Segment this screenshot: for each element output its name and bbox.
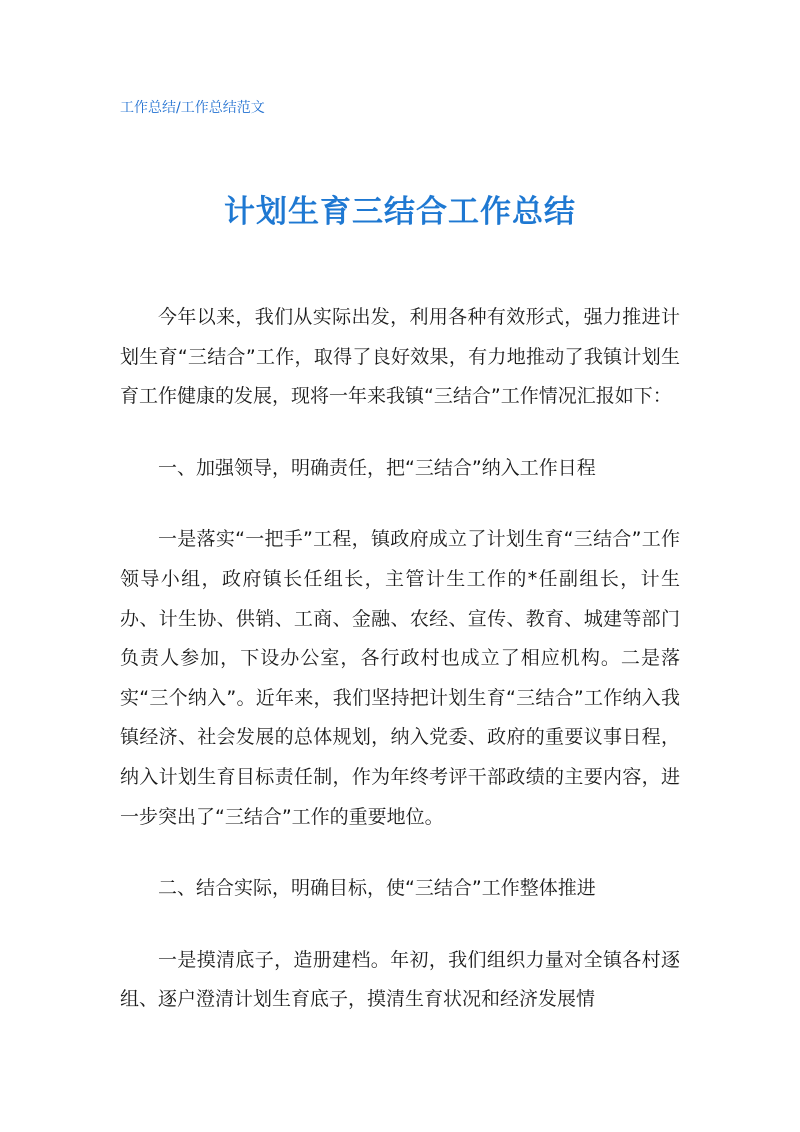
paragraph-section-2: 一是摸清底子，造册建档。年初，我们组织力量对全镇各村逐组、逐户澄清计划生育底子，摸清生育状况和经济发展情 [120,948,680,1011]
document-body [120,298,680,1020]
section-heading-2: 二、结合实际，明确目标，使“三结合”工作整体推进 [158,877,596,900]
section-heading-1: 一、加强领导，明确责任，把“三结合”纳入工作日程 [158,456,596,479]
paragraph-intro: 今年以来，我们从实际出发，利用各种有效形式，强力推进计划生育“三结合”工作，取得了良好效果，有力地推动了我镇计划生育工作健康的发展，现将一年来我镇“三结合”工作情况汇报如下： [120,306,680,408]
page-title: 计划生育三结合工作总结 [224,194,576,230]
breadcrumb [120,98,265,118]
paragraph-section-1: 一是落实“一把手”工程，镇政府成立了计划生育“三结合”工作领导小组，政府镇长任组长，主管计生工作的*任副组长，计生办、计生协、供销、工商、金融、农经、宣传、教育、城建等部门负责人参加，下设办公室，各行政村也成立了相应机构。二是落实“三个纳入”。近年来，我们坚持把计划生育“三结合”工作纳入我镇经济、社会发展的总体规划，纳入党委、政府的重要议事日程，纳入计划生育目标责任制，作为年终考评干部政绩的主要内容，进一步突出了“三结合”工作的重要地位。 [120,528,680,828]
breadcrumb-link-summary-samples[interactable]: 工作总结范文 [180,100,265,116]
breadcrumb-separator: / [176,100,181,116]
breadcrumb-link-work-summary[interactable]: 工作总结 [120,100,176,116]
